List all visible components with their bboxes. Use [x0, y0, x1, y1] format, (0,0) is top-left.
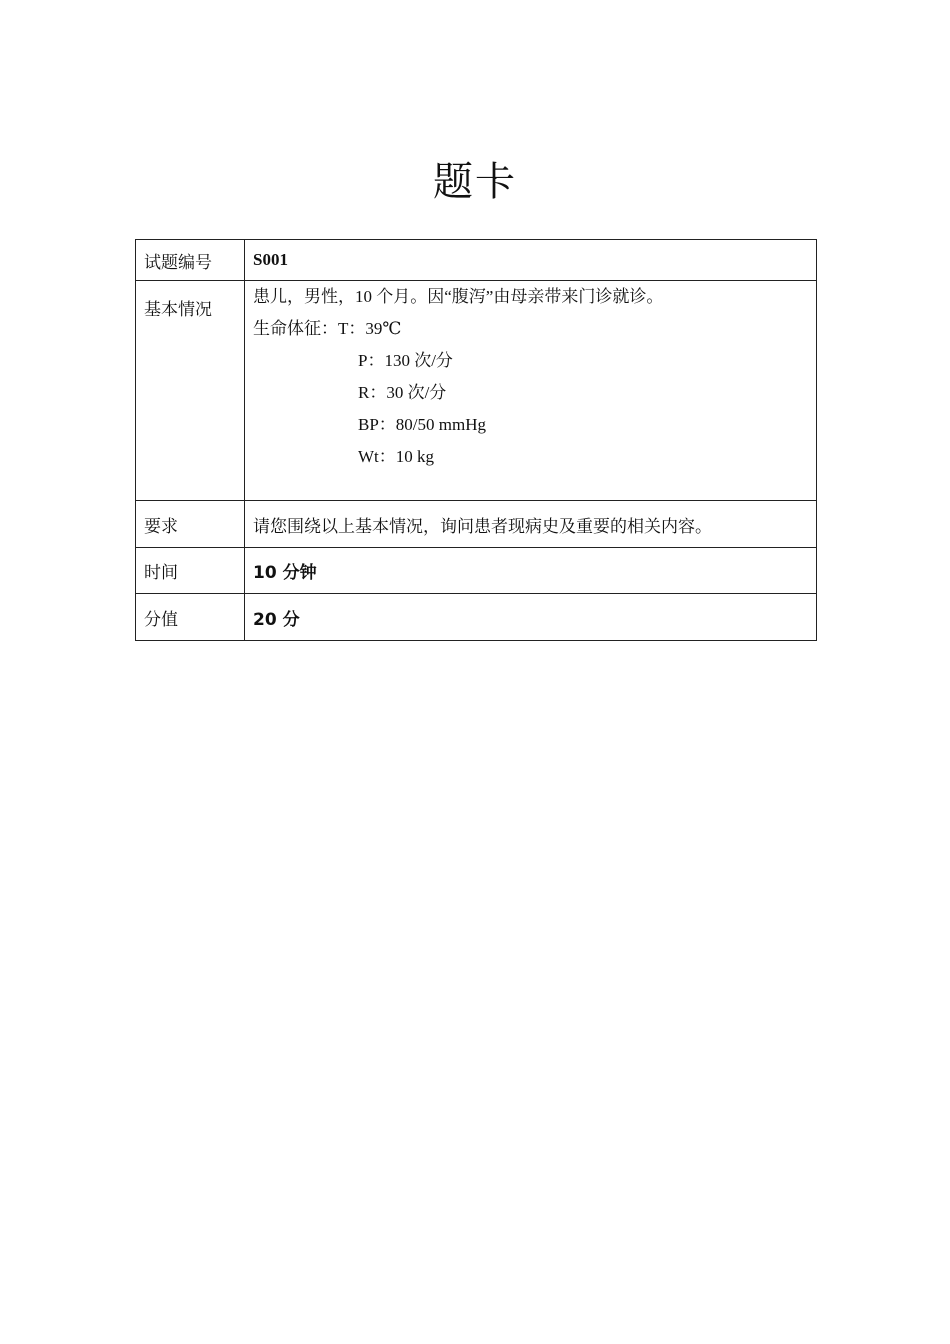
table-row-basic [136, 281, 817, 501]
vital-respiration: R：30 次/分 [358, 383, 447, 402]
vital-blood-pressure: BP：80/50 mmHg [358, 415, 486, 434]
requirement-value: 请您围绕以上基本情况，询问患者现病史及重要的相关内容。 [245, 501, 817, 548]
basic-label: 基本情况 [136, 281, 245, 501]
vital-temperature: T：39℃ [338, 319, 402, 338]
table-row-score [136, 594, 817, 641]
table-row-requirement [136, 501, 817, 548]
vitals-prefix: 生命体征： [253, 319, 338, 338]
exam-card-table [135, 239, 817, 641]
id-label: 试题编号 [136, 240, 245, 281]
table-row-id [136, 240, 817, 281]
time-label: 时间 [136, 548, 245, 594]
requirement-label: 要求 [136, 501, 245, 548]
score-label: 分值 [136, 594, 245, 641]
vital-pulse: P：130 次/分 [358, 351, 453, 370]
id-value: S001 [245, 240, 817, 281]
table-row-time [136, 548, 817, 594]
page-title: 题卡 [433, 159, 517, 205]
basic-intro: 患儿，男性，10 个月。因“腹泻”由母亲带来门诊就诊。 [253, 287, 664, 306]
vital-weight: Wt：10 kg [358, 447, 435, 466]
basic-content [245, 281, 817, 501]
vital-row-temperature [253, 313, 808, 345]
score-value: 20 分 [245, 594, 817, 641]
time-value: 10 分钟 [245, 548, 817, 594]
